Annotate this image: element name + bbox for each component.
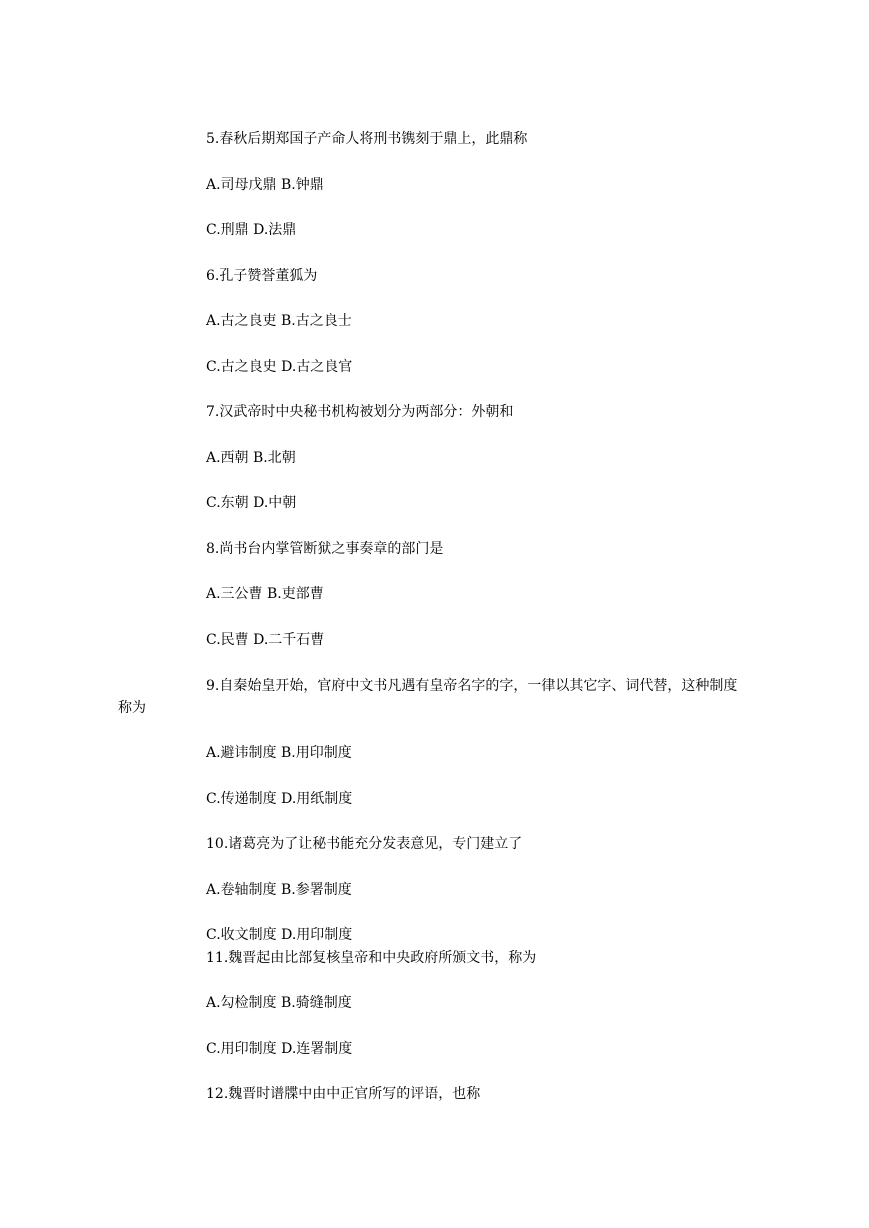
question-7-options-ab: A.西朝 B.北朝	[206, 450, 296, 466]
question-7: 7.汉武帝时中央秘书机构被划分为两部分：外朝和	[206, 404, 514, 420]
question-6: 6.孔子赞誉董狐为	[206, 268, 318, 284]
question-8-options-ab: A.三公曹 B.吏部曹	[206, 586, 324, 602]
question-12: 12.魏晋时谱牒中由中正官所写的评语，也称	[206, 1086, 481, 1102]
question-6-options-ab: A.古之良吏 B.古之良士	[206, 313, 352, 329]
question-8: 8.尚书台内掌管断狱之事奏章的部门是	[206, 541, 444, 557]
question-8-options-cd: C.民曹 D.二千石曹	[206, 632, 325, 648]
question-10: 10.诸葛亮为了让秘书能充分发表意见，专门建立了	[206, 836, 523, 852]
question-5: 5.春秋后期郑国子产命人将刑书镌刻于鼎上，此鼎称	[206, 131, 528, 147]
question-11-options-cd: C.用印制度 D.连署制度	[206, 1041, 353, 1057]
question-10-options-cd: C.收文制度 D.用印制度	[206, 927, 353, 943]
question-10-options-ab: A.卷轴制度 B.参署制度	[206, 882, 352, 898]
question-9-options-cd: C.传递制度 D.用纸制度	[206, 791, 353, 807]
question-11: 11.魏晋起由比部复核皇帝和中央政府所颁文书，称为	[206, 950, 537, 966]
question-9: 9.自秦始皇开始，官府中文书凡遇有皇帝名字的字，一律以其它字、词代替，这种制度称为	[118, 678, 738, 716]
question-6-options-cd: C.古之良史 D.古之良官	[206, 359, 353, 375]
question-5-options-cd: C.刑鼎 D.法鼎	[206, 222, 297, 238]
question-11-options-ab: A.勾检制度 B.骑缝制度	[206, 995, 352, 1011]
question-5-options-ab: A.司母戊鼎 B.钟鼎	[206, 177, 324, 193]
question-7-options-cd: C.东朝 D.中朝	[206, 495, 297, 511]
question-9-options-ab: A.避讳制度 B.用印制度	[206, 745, 352, 761]
